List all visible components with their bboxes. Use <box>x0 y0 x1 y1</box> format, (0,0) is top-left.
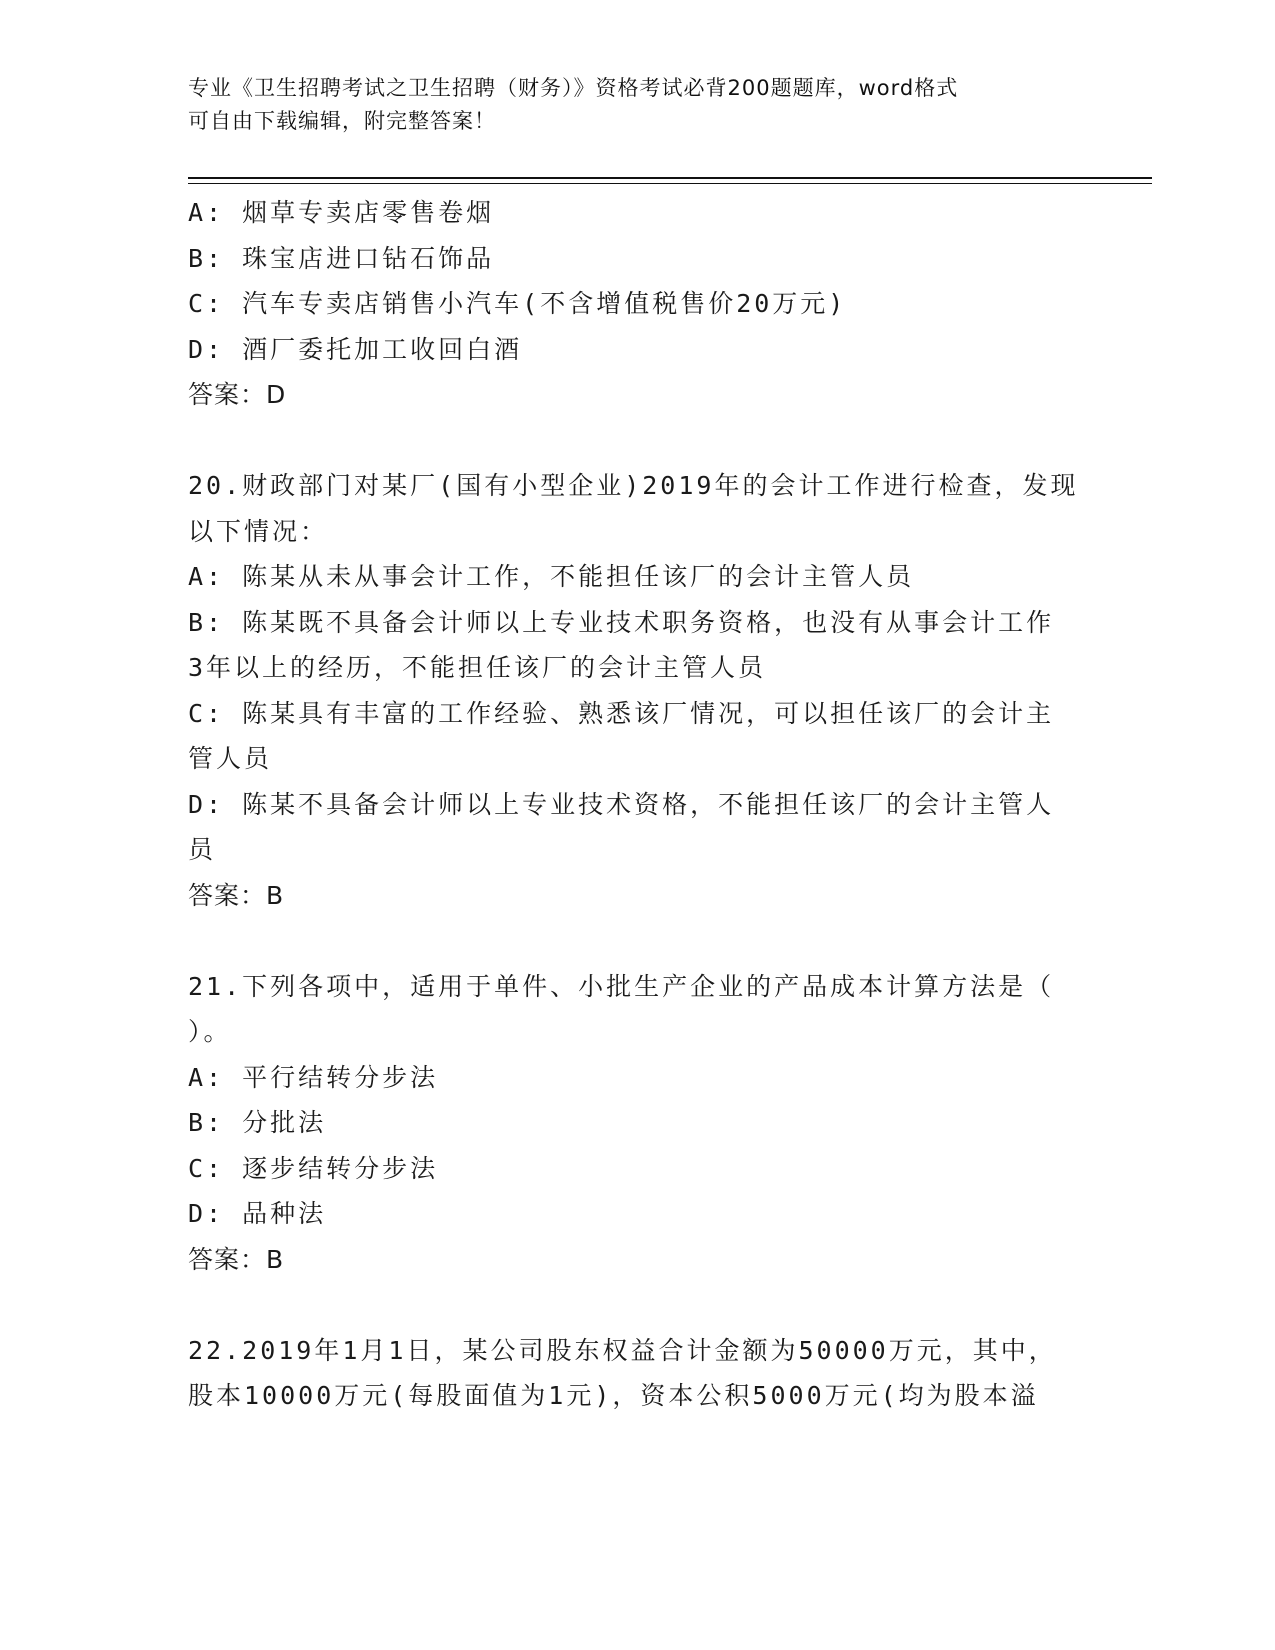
document-header <box>188 72 1068 138</box>
question-22-stem-line-2: 股本10000万元(每股面值为1元)，资本公积5000万元(均为股本溢 <box>188 1381 1039 1410</box>
question-20-option-a: A: 陈某从未从事会计工作，不能担任该厂的会计主管人员 <box>188 562 915 591</box>
question-22-stem-line-1: 22.2019年1月1日，某公司股东权益合计金额为50000万元，其中， <box>188 1335 1057 1365</box>
question-21-option-c: C: 逐步结转分步法 <box>188 1153 439 1183</box>
question-21-option-b: B: 分批法 <box>188 1108 327 1137</box>
question-20-option-c-line-2: 管人员 <box>188 744 273 773</box>
question-21-block <box>188 964 1088 1283</box>
spacer <box>188 418 1088 464</box>
question-20-option-d-line-1: D: 陈某不具备会计师以上专业技术资格，不能担任该厂的会计主管人 <box>188 789 1055 819</box>
question-19-answer: 答案：D <box>188 380 287 409</box>
header-divider-thick <box>188 177 1152 179</box>
question-21-stem-line-1: 21.下列各项中，适用于单件、小批生产企业的产品成本计算方法是（ <box>188 971 1055 1001</box>
question-19-option-d: D: 酒厂委托加工收回白酒 <box>188 334 523 364</box>
question-20-stem-line-2: 以下情况： <box>188 516 329 546</box>
question-19-option-a: A: 烟草专卖店零售卷烟 <box>188 198 495 227</box>
question-20-block <box>188 463 1088 918</box>
header-divider-thin <box>188 183 1152 184</box>
question-20-option-c-line-1: C: 陈某具有丰富的工作经验、熟悉该厂情况，可以担任该厂的会计主 <box>188 698 1055 728</box>
question-19-option-b: B: 珠宝店进口钻石饰品 <box>188 243 495 273</box>
question-22-block <box>188 1328 1088 1419</box>
question-19-option-c: C: 汽车专卖店销售小汽车(不含增值税售价20万元) <box>188 289 847 318</box>
question-20-stem-line-1: 20.财政部门对某厂(国有小型企业)2019年的会计工作进行检查，发现 <box>188 471 1079 500</box>
header-title-line-1: 专业《卫生招聘考试之卫生招聘（财务）》资格考试必背200题题库，word格式 <box>188 76 959 100</box>
question-21-stem-line-2: ）。 <box>188 1017 232 1046</box>
question-20-option-b-line-1: B: 陈某既不具备会计师以上专业技术职务资格，也没有从事会计工作 <box>188 607 1055 637</box>
question-21-option-d: D: 品种法 <box>188 1199 327 1228</box>
spacer <box>188 1282 1088 1328</box>
question-21-answer: 答案：B <box>188 1244 285 1274</box>
question-19-block <box>188 190 1088 418</box>
question-list <box>188 190 1088 1419</box>
question-20-answer: 答案：B <box>188 880 285 910</box>
question-21-option-a: A: 平行结转分步法 <box>188 1062 439 1092</box>
question-20-option-b-line-2: 3年以上的经历，不能担任该厂的会计主管人员 <box>188 653 767 682</box>
spacer <box>188 918 1088 964</box>
question-20-option-d-line-2: 员 <box>188 835 217 864</box>
header-title-line-2: 可自由下载编辑，附完整答案！ <box>188 109 496 133</box>
